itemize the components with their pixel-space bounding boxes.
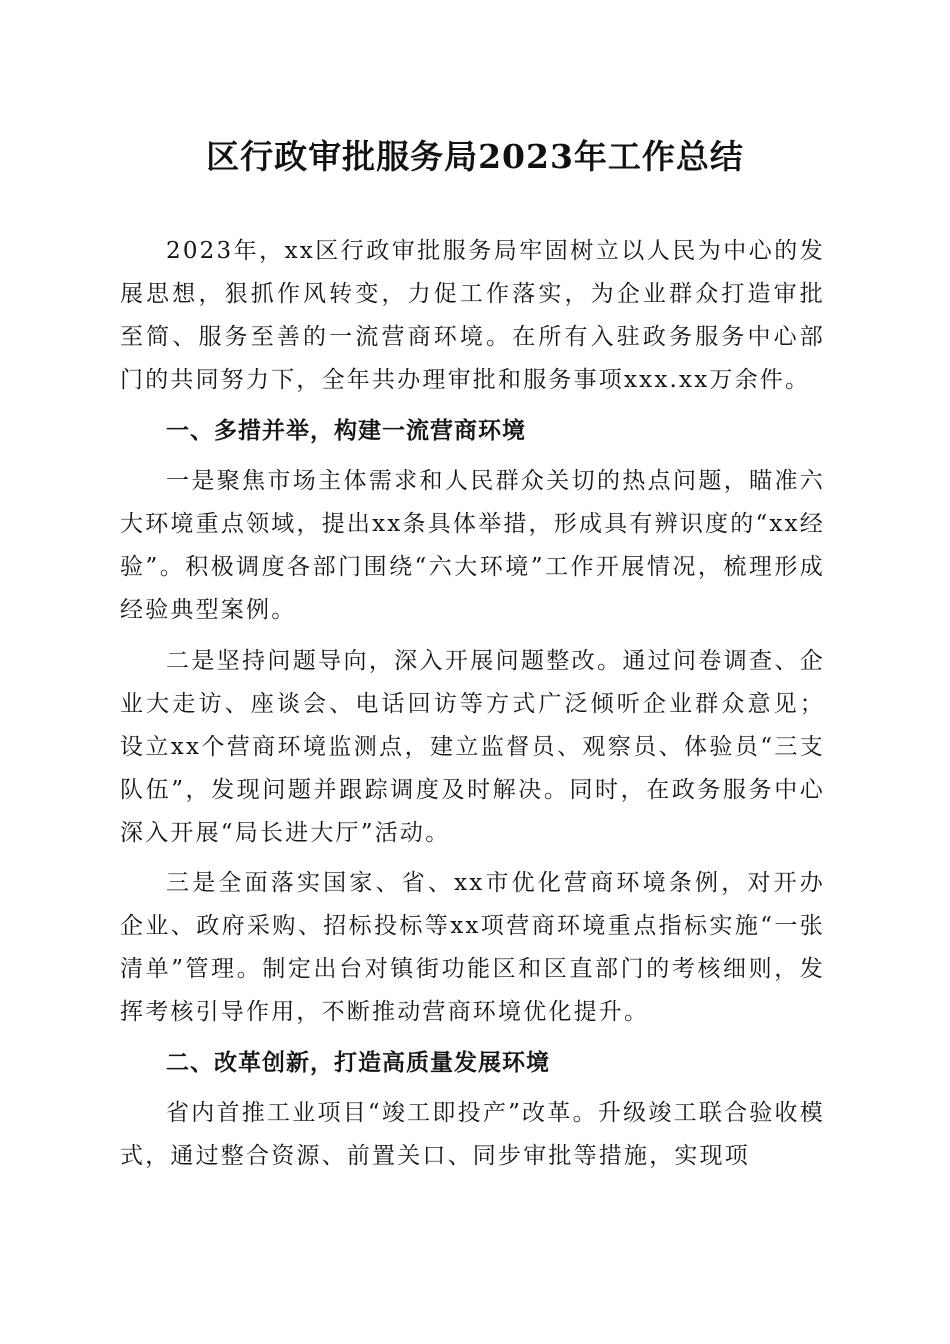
section-heading-2: 二、改革创新，打造高质量发展环境: [166, 1049, 550, 1076]
paragraph-2: 二是坚持问题导向，深入开展问题整改。通过问卷调查、企业大走访、座谈会、电话回访等方式广泛倾听企业群众意见；设立xx个营商环境监测点，建立监督员、观察员、体验员“三支队伍”，发现问题并跟踪调度及时解决。同时，在政务服务中心深入开展“局长进大厅”活动。: [120, 647, 825, 846]
section-heading-1: 一、多措并举，构建一流营商环境: [166, 417, 526, 444]
paragraph-4: 省内首推工业项目“竣工即投产”改革。升级竣工联合验收模式，通过整合资源、前置关口、同步审批等措施，实现项: [120, 1100, 825, 1169]
paragraph-1: 一是聚焦市场主体需求和人民群众关切的热点问题，瞄准六大环境重点领域，提出xx条具体举措，形成具有辨识度的“xx经验”。积极调度各部门围绕“六大环境”工作开展情况，梳理形成经验典型案例。: [120, 468, 825, 623]
intro-paragraph: 2023年，xx区行政审批服务局牢固树立以人民为中心的发展思想，狠抓作风转变，力促工作落实，为企业群众打造审批至简、服务至善的一流营商环境。在所有入驻政务服务中心部门的共同努力下，全年共办理审批和服务事项xxx.xx万余件。: [120, 238, 825, 393]
document-title: 区行政审批服务局2023年工作总结: [206, 137, 744, 176]
paragraph-3: 三是全面落实国家、省、xx市优化营商环境条例，对开办企业、政府采购、招标投标等xx项营商环境重点指标实施“一张清单”管理。制定出台对镇街功能区和区直部门的考核细则，发挥考核引导作用，不断推动营商环境优化提升。: [120, 870, 825, 1025]
document-body: [120, 230, 825, 1186]
